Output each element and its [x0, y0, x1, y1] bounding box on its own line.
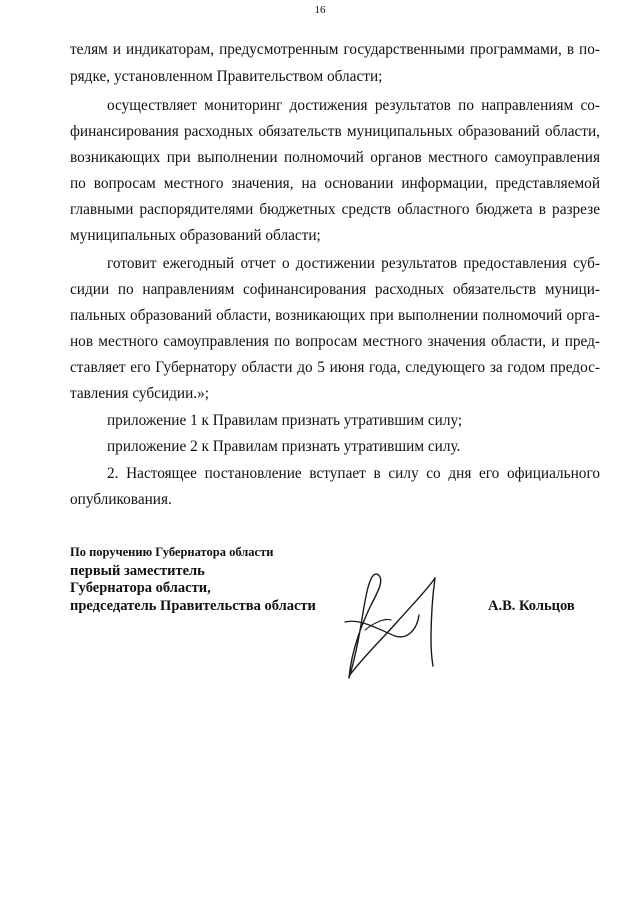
signature-block-line: председатель Правительства области — [70, 598, 316, 614]
text-line: осуществляет мониторинг достижения результатов по направлениям со- — [107, 97, 600, 114]
text-line: ставляет его Губернатору области до 5 июня года, следующего за годом предос- — [70, 359, 600, 376]
signature-block-line: Губернатора области, — [70, 580, 211, 596]
text-line: муниципальных образований области; — [70, 227, 321, 244]
handwritten-signature — [335, 560, 445, 680]
text-line: возникающих при выполнении полномочий органов местного самоуправления — [70, 149, 600, 166]
text-line: приложение 2 к Правилам признать утратившим силу. — [107, 438, 461, 455]
text-line: готовит ежегодный отчет о достижении результатов предоставления суб- — [107, 255, 600, 272]
text-line: тавления субсидии.»; — [70, 385, 210, 402]
text-line: финансирования расходных обязательств муниципальных образований области, — [70, 123, 600, 140]
text-line: опубликования. — [70, 491, 172, 508]
text-line: рядке, установленном Правительством области; — [70, 68, 383, 85]
text-line: телям и индикаторам, предусмотренным государственными программами, в по- — [70, 41, 600, 58]
text-line: нов местного самоуправления по вопросам местного значения области, и пред- — [70, 333, 600, 350]
text-line: 2. Настоящее постановление вступает в силу со дня его официального — [107, 465, 600, 482]
text-line: сидии по направлениям софинансирования расходных обязательств муници- — [70, 281, 600, 298]
signature-block-line: первый заместитель — [70, 563, 205, 579]
signature-block-line: По поручению Губернатора области — [70, 545, 274, 559]
text-line: главными распорядителями бюджетных средств областного бюджета в разрезе — [70, 201, 600, 218]
text-line: по вопросам местного значения, на основании информации, представляемой — [70, 175, 600, 192]
signatory-name: А.В. Кольцов — [488, 598, 575, 614]
page-number: 16 — [314, 4, 326, 16]
text-line: приложение 1 к Правилам признать утратившим силу; — [107, 412, 463, 429]
text-line: пальных образований области, возникающих при выполнении полномочий орга- — [70, 307, 600, 324]
